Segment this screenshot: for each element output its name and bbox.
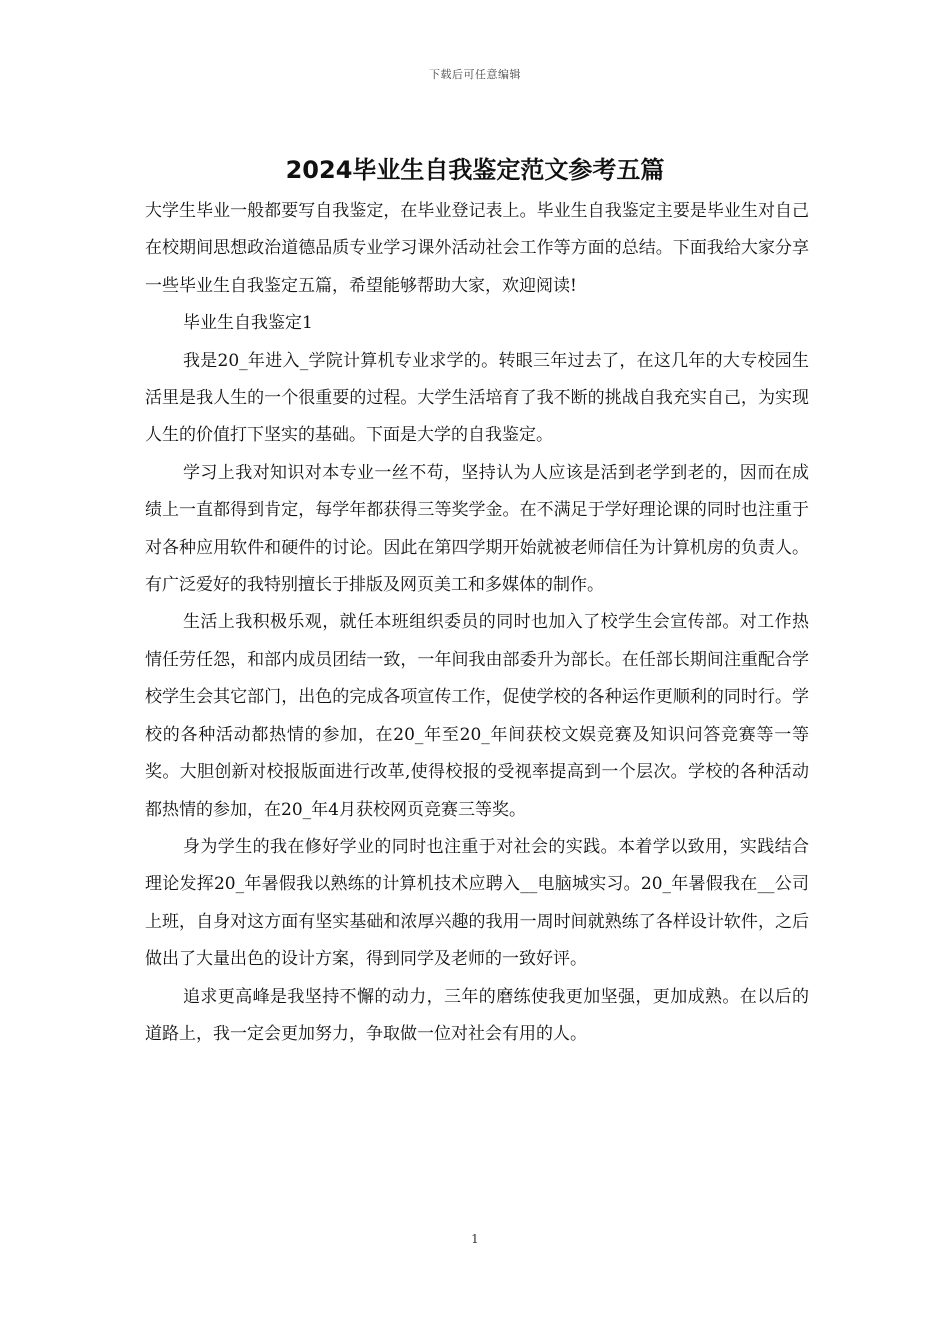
- document-body: [145, 193, 809, 1053]
- body-paragraph: 我是20_年进入_学院计算机专业求学的。转眼三年过去了，在这几年的大专校园生活里是我人生的一个很重要的过程。大学生活培育了我不断的挑战自我充实自己，为实现人生的价值打下坚实的基础。下面是大学的自我鉴定。: [145, 350, 809, 446]
- page-number: 1: [471, 1232, 479, 1246]
- intro-paragraph: 大学生毕业一般都要写自我鉴定，在毕业登记表上。毕业生自我鉴定主要是毕业生对自己在校期间思想政治道德品质专业学习课外活动社会工作等方面的总结。下面我给大家分享一些毕业生自我鉴定五篇，希望能够帮助大家，欢迎阅读!: [145, 201, 809, 296]
- section-heading: 毕业生自我鉴定1: [183, 313, 313, 334]
- header-note: 下载后可任意编辑: [429, 68, 521, 81]
- body-paragraph: 学习上我对知识对本专业一丝不苟，坚持认为人应该是活到老学到老的，因而在成绩上一直都得到肯定，每学年都获得三等奖学金。在不满足于学好理论课的同时也注重于对各种应用软件和硬件的讨论。因此在第四学期开始就被老师信任为计算机房的负责人。有广泛爱好的我特别擅长于排版及网页美工和多媒体的制作。: [145, 462, 809, 596]
- body-paragraph: 追求更高峰是我坚持不懈的动力，三年的磨练使我更加坚强，更加成熟。在以后的道路上，我一定会更加努力，争取做一位对社会有用的人。: [145, 986, 809, 1044]
- body-paragraph: 生活上我积极乐观，就任本班组织委员的同时也加入了校学生会宣传部。对工作热情任劳任怨，和部内成员团结一致，一年间我由部委升为部长。在任部长期间注重配合学校学生会其它部门，出色的完成各项宣传工作，促使学校的各种运作更顺利的同时行。学校的各种活动都热情的参加，在20_年至20_年间获校文娱竞赛及知识问答竞赛等一等奖。大胆创新对校报版面进行改革,使得校报的受视率提高到一个层次。学校的各种活动都热情的参加，在20_年4月获校网页竞赛三等奖。: [145, 612, 809, 820]
- body-paragraph: 身为学生的我在修好学业的同时也注重于对社会的实践。本着学以致用，实践结合理论发挥20_年暑假我以熟练的计算机技术应聘入__电脑城实习。20_年暑假我在__公司上班，自身对这方面有坚实基础和浓厚兴趣的我用一周时间就熟练了各样设计软件，之后做出了大量出色的设计方案，得到同学及老师的一致好评。: [145, 836, 809, 970]
- document-title: 2024毕业生自我鉴定范文参考五篇: [285, 156, 665, 184]
